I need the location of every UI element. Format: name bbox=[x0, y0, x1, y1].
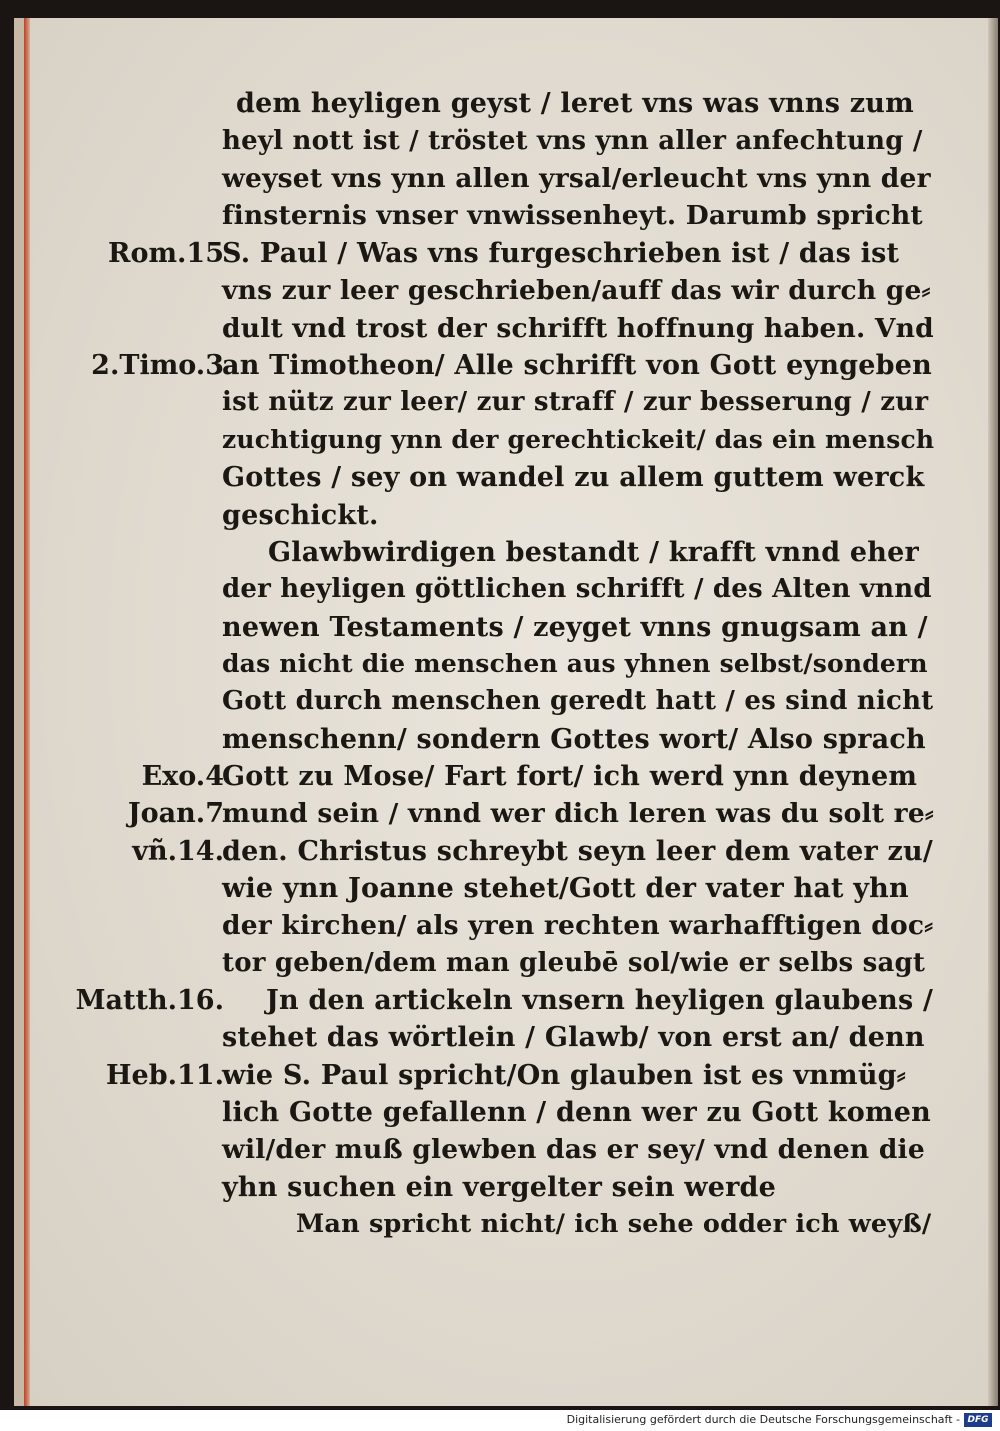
margin-note-heb: Heb.11. bbox=[106, 1060, 224, 1091]
text-line-4: finsternis vnser vnwissenheyt. Darumb spricht bbox=[222, 200, 923, 231]
text-line-2: heyl nott ist / tröstet vns ynn aller anfechtung / bbox=[222, 126, 923, 156]
text-line-9: ist nütz zur leer/ zur straff / zur besserung / zur bbox=[222, 387, 929, 417]
margin-note-rom: Rom.15 bbox=[108, 238, 224, 269]
footer-credit: Digitalisierung gefördert durch die Deutsche Forschungsgemeinschaft - bbox=[566, 1413, 960, 1426]
text-line-8: an Timotheon/ Alle schrifft von Gott eyngeben bbox=[222, 350, 932, 381]
text-line-19: Gott zu Mose/ Fart fort/ ich werd ynn deynem bbox=[222, 761, 918, 792]
text-line-1: dem heyligen geyst / leret vns was vnns zum bbox=[236, 88, 914, 119]
text-line-29: wil/der muß glewben das er sey/ vnd denen die bbox=[222, 1134, 925, 1165]
text-line-27: wie S. Paul spricht/On glauben ist es vnmüg⸗ bbox=[222, 1060, 906, 1091]
text-line-13: Glawbwirdigen bestandt / krafft vnnd eher bbox=[268, 537, 919, 568]
dfg-logo: DFG bbox=[964, 1413, 992, 1427]
text-line-22: wie ynn Joanne stehet/Gott der vater hat yhn bbox=[222, 873, 909, 904]
text-line-23: der kirchen/ als yren rechten warhafftigen doc⸗ bbox=[222, 910, 934, 941]
margin-note-exo: Exo.4 bbox=[141, 761, 224, 792]
margin-note-matth: Matth.16. bbox=[75, 985, 224, 1016]
text-line-16: das nicht die menschen aus yhnen selbst/sondern bbox=[222, 649, 928, 678]
text-line-3: weyset vns ynn allen yrsal/erleucht vns ynn der bbox=[222, 163, 931, 194]
text-line-15: newen Testaments / zeyget vnns gnugsam an / bbox=[222, 612, 928, 643]
text-line-26: stehet das wörtlein / Glawb/ von erst an/ denn bbox=[222, 1022, 925, 1053]
margin-note-timo: 2.Timo.3 bbox=[91, 350, 224, 381]
text-line-14: der heyligen göttlichen schrifft / des Alten vnnd bbox=[222, 574, 932, 604]
text-line-30: yhn suchen ein vergelter sein werde bbox=[222, 1172, 776, 1203]
text-line-5: S. Paul / Was vns furgeschrieben ist / das ist bbox=[222, 238, 900, 269]
text-line-28: lich Gotte gefallenn / denn wer zu Gott komen bbox=[222, 1097, 931, 1128]
text-line-12: geschickt. bbox=[222, 500, 379, 531]
text-line-25: Jn den artickeln vnsern heyligen glaubens / bbox=[266, 985, 934, 1016]
text-line-31: Man spricht nicht/ ich sehe odder ich weyß/ bbox=[296, 1209, 932, 1239]
footer-bar bbox=[0, 1410, 1000, 1431]
text-line-10: zuchtigung ynn der gerechtickeit/ das ein mensch bbox=[222, 425, 935, 454]
text-line-6: vns zur leer geschrieben/auff das wir durch ge⸗ bbox=[222, 275, 931, 306]
page-edge bbox=[24, 18, 30, 1406]
margin-note-vn14: vñ.14. bbox=[132, 836, 224, 867]
text-line-7: dult vnd trost der schrifft hoffnung haben. Vnd bbox=[222, 313, 934, 344]
text-line-20: mund sein / vnnd wer dich leren was du solt re⸗ bbox=[222, 798, 934, 829]
text-line-11: Gottes / sey on wandel zu allem guttem werck bbox=[222, 462, 925, 493]
text-line-18: menschenn/ sondern Gottes wort/ Also sprach bbox=[222, 724, 926, 755]
text-line-24: tor geben/dem man gleubē sol/wie er selbs sagt bbox=[222, 948, 926, 978]
text-line-17: Gott durch menschen geredt hatt / es sind nicht bbox=[222, 686, 934, 716]
page-fold-shadow bbox=[988, 18, 998, 1406]
text-line-21: den. Christus schreybt seyn leer dem vater zu/ bbox=[222, 836, 933, 867]
margin-note-joan: Joan.7 bbox=[127, 798, 224, 829]
